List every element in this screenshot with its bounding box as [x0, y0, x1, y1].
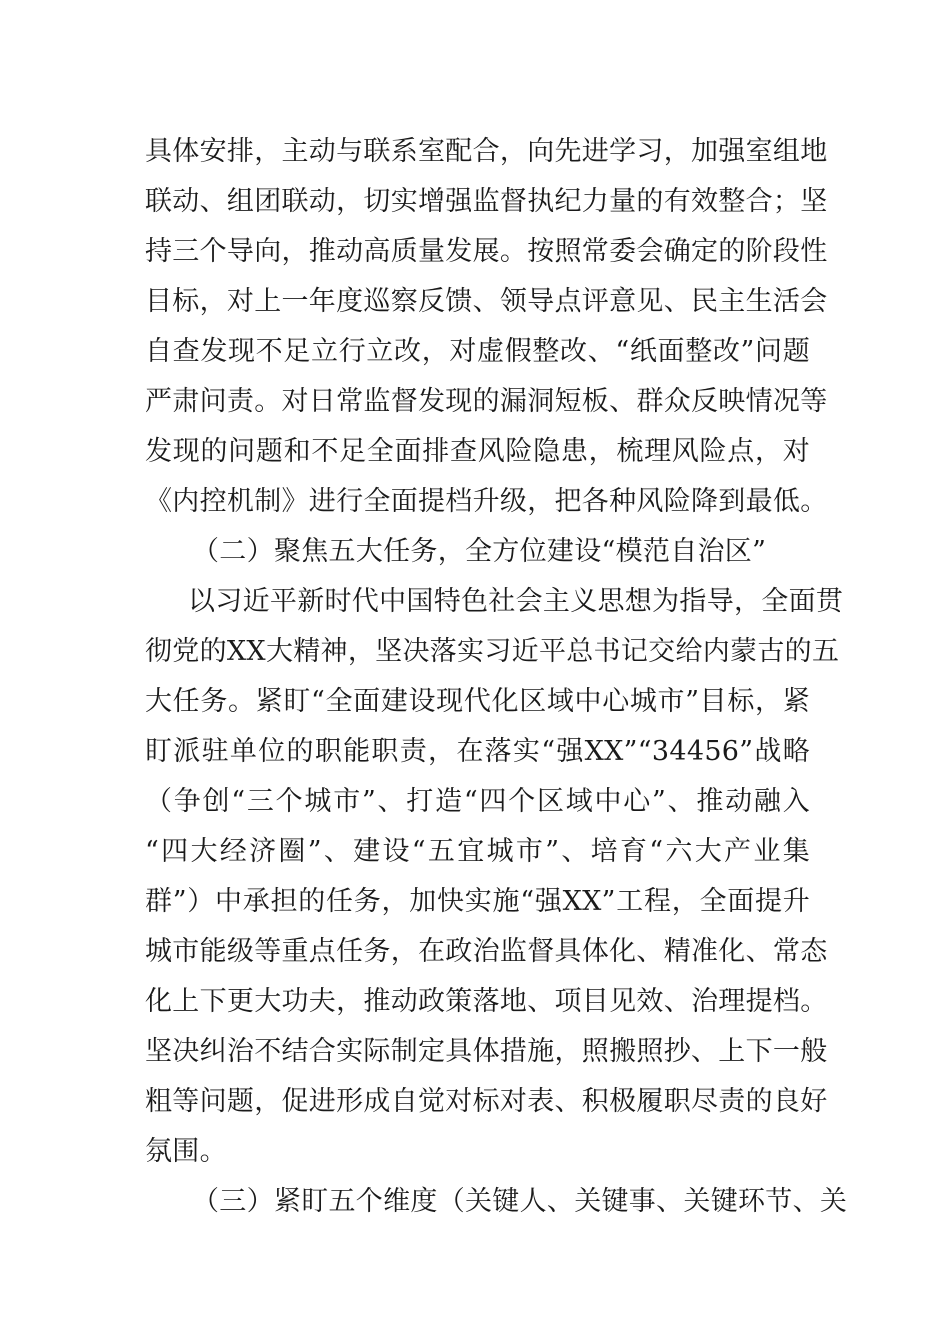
section-heading: （三）紧盯五个维度（关键人、关键事、关键环节、关: [192, 1186, 848, 1217]
text-line: 氛围。: [145, 1136, 227, 1167]
text-line: 群”）中承担的任务，加快实施“强XX”工程，全面提升: [145, 886, 810, 917]
text-line: 大任务。紧盯“全面建设现代化区域中心城市”目标，紧: [145, 686, 810, 717]
text-line: 自查发现不足立行立改，对虚假整改、“纸面整改”问题: [145, 336, 810, 367]
text-line: “四大经济圈”、建设“五宜城市”、培育“六大产业集: [145, 836, 810, 867]
text-line: 粗等问题，促进形成自觉对标对表、积极履职尽责的良好: [145, 1086, 828, 1117]
text-line: 化上下更大功夫，推动政策落地、项目见效、治理提档。: [145, 986, 828, 1017]
text-line: 盯派驻单位的职能职责，在落实“强XX”“34456”战略: [145, 736, 810, 767]
section-heading: （二）聚焦五大任务，全方位建设“模范自治区”: [192, 536, 767, 567]
text-line: 发现的问题和不足全面排查风险隐患，梳理风险点，对: [145, 436, 810, 467]
text-line: 具体安排，主动与联系室配合，向先进学习，加强室组地: [145, 136, 828, 167]
text-line: （争创“三个城市”、打造“四个区域中心”、推动融入: [145, 786, 810, 817]
text-line: 联动、组团联动，切实增强监督执纪力量的有效整合；坚: [145, 186, 828, 217]
text-line: 坚决纠治不结合实际制定具体措施，照搬照抄、上下一般: [145, 1036, 828, 1067]
paragraph-first-line: 以习近平新时代中国特色社会主义思想为指导，全面贯: [188, 586, 844, 617]
text-line: 《内控机制》进行全面提档升级，把各种风险降到最低。: [145, 486, 828, 517]
text-line: 目标，对上一年度巡察反馈、领导点评意见、民主生活会: [145, 286, 828, 317]
text-line: 持三个导向，推动高质量发展。按照常委会确定的阶段性: [145, 236, 828, 267]
text-line: 城市能级等重点任务，在政治监督具体化、精准化、常态: [145, 936, 828, 967]
text-line: 彻党的XX大精神，坚决落实习近平总书记交给内蒙古的五: [145, 636, 840, 667]
text-line: 严肃问责。对日常监督发现的漏洞短板、群众反映情况等: [145, 386, 828, 417]
